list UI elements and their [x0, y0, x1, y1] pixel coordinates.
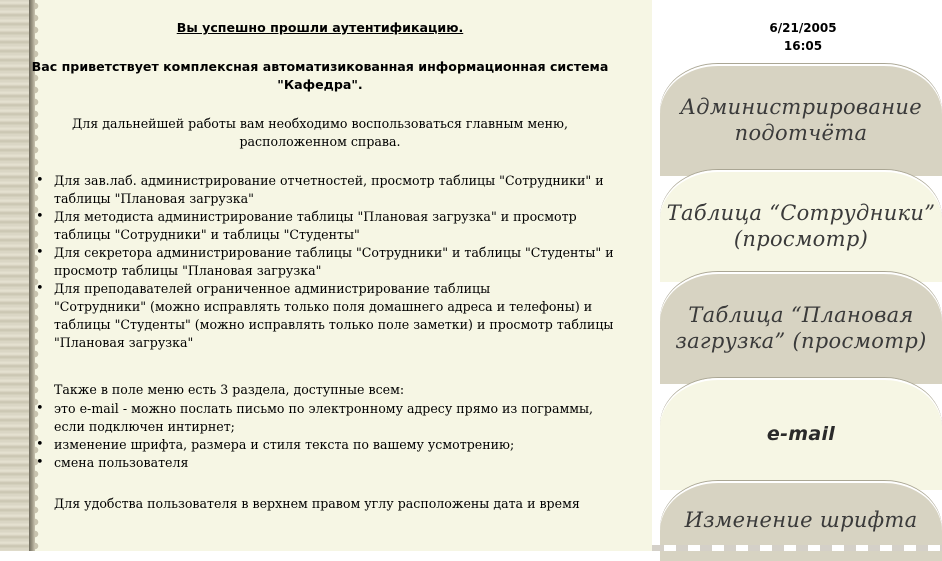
- list-item-text: • смена пользователя: [54, 455, 189, 470]
- list-item-text: • это e-mail - можно послать письмо по электронному адресу прямо из пограммы,: [54, 401, 594, 416]
- list-item-text: просмотр таблицы "Плановая загрузка": [54, 263, 322, 278]
- system-name: "Кафедра".: [277, 77, 363, 92]
- menu-label: Изменение шрифта: [684, 508, 918, 532]
- list-item: [54, 400, 646, 436]
- menu-label-line: Таблица “Сотрудники”: [666, 201, 936, 225]
- menu-label-line: подотчёта: [734, 121, 868, 145]
- list-item-text: • Для секретора администрирование таблицы "Сотрудники" и таблицы "Студенты" и: [54, 245, 614, 260]
- menu-label-line: Администрирование: [680, 95, 922, 119]
- list-item-text: "Сотрудники" (можно исправлять только поля домашнего адреса и телефоны) и: [54, 299, 593, 314]
- intro-line: Для дальнейшей работы вам необходимо воспользоваться главным меню,: [72, 116, 568, 131]
- auth-success-title: Вы успешно прошли аутентификацию.: [176, 20, 464, 35]
- list-item: [54, 436, 646, 454]
- list-item-text: • Для преподавателей ограниченное администрирование таблицы: [54, 281, 491, 296]
- menu-label: e-mail: [766, 423, 836, 445]
- list-item: [54, 244, 646, 280]
- list-item: [54, 172, 646, 208]
- menu-label-line: Таблица “Плановая: [688, 303, 914, 327]
- menu-label-line: (просмотр): [733, 227, 869, 251]
- intro-instructions: [42, 115, 598, 151]
- datetime-hint: Для удобства пользователя в верхнем правом углу расположены дата и время: [54, 496, 580, 511]
- list-item-text: • изменение шрифта, размера и стиля текста по вашему усмотрению;: [54, 437, 515, 452]
- list-item-text: таблицы "Плановая загрузка": [54, 191, 254, 206]
- horizontal-scrollbar[interactable]: [652, 545, 942, 551]
- list-item-text: "Плановая загрузка": [54, 335, 194, 350]
- menu-label: [680, 94, 922, 146]
- shared-sections-intro: Также в поле меню есть 3 раздела, доступные всем:: [54, 382, 405, 397]
- datetime-display: [652, 19, 942, 55]
- menu-label-line: загрузка” (просмотр): [675, 329, 927, 353]
- menu-email-button[interactable]: [660, 378, 942, 490]
- menu-label: [667, 200, 936, 252]
- current-time: 16:05: [783, 39, 823, 53]
- menu-admin-reports-button[interactable]: [660, 64, 942, 176]
- menu-staff-table-button[interactable]: [660, 170, 942, 282]
- shared-sections-list: [54, 400, 646, 472]
- list-item: [54, 208, 646, 244]
- list-item-text: • Для зав.лаб. администрирование отчетностей, просмотр таблицы "Сотрудники" и: [54, 173, 604, 188]
- list-item-text: таблицы "Студенты" (можно исправлять только поле заметки) и просмотр таблицы: [54, 317, 614, 332]
- list-item-text: таблицы "Сотрудники" и таблицы "Студенты": [54, 227, 360, 242]
- menu-label: [675, 302, 926, 354]
- list-item-text: если подключен интирнет;: [54, 419, 235, 434]
- list-item: [54, 454, 646, 472]
- list-item-text: • Для методиста администрирование таблицы "Плановая загрузка" и просмотр: [54, 209, 577, 224]
- main-content-panel: [31, 0, 652, 551]
- menu-workload-table-button[interactable]: [660, 272, 942, 384]
- welcome-message: [28, 58, 612, 94]
- intro-line: расположенном справа.: [239, 134, 401, 149]
- list-item: [54, 280, 646, 352]
- role-permissions-list: [54, 172, 646, 352]
- welcome-line: Вас приветствует комплексная автоматизикованная информационная система: [31, 59, 609, 74]
- current-date: 6/21/2005: [769, 21, 837, 35]
